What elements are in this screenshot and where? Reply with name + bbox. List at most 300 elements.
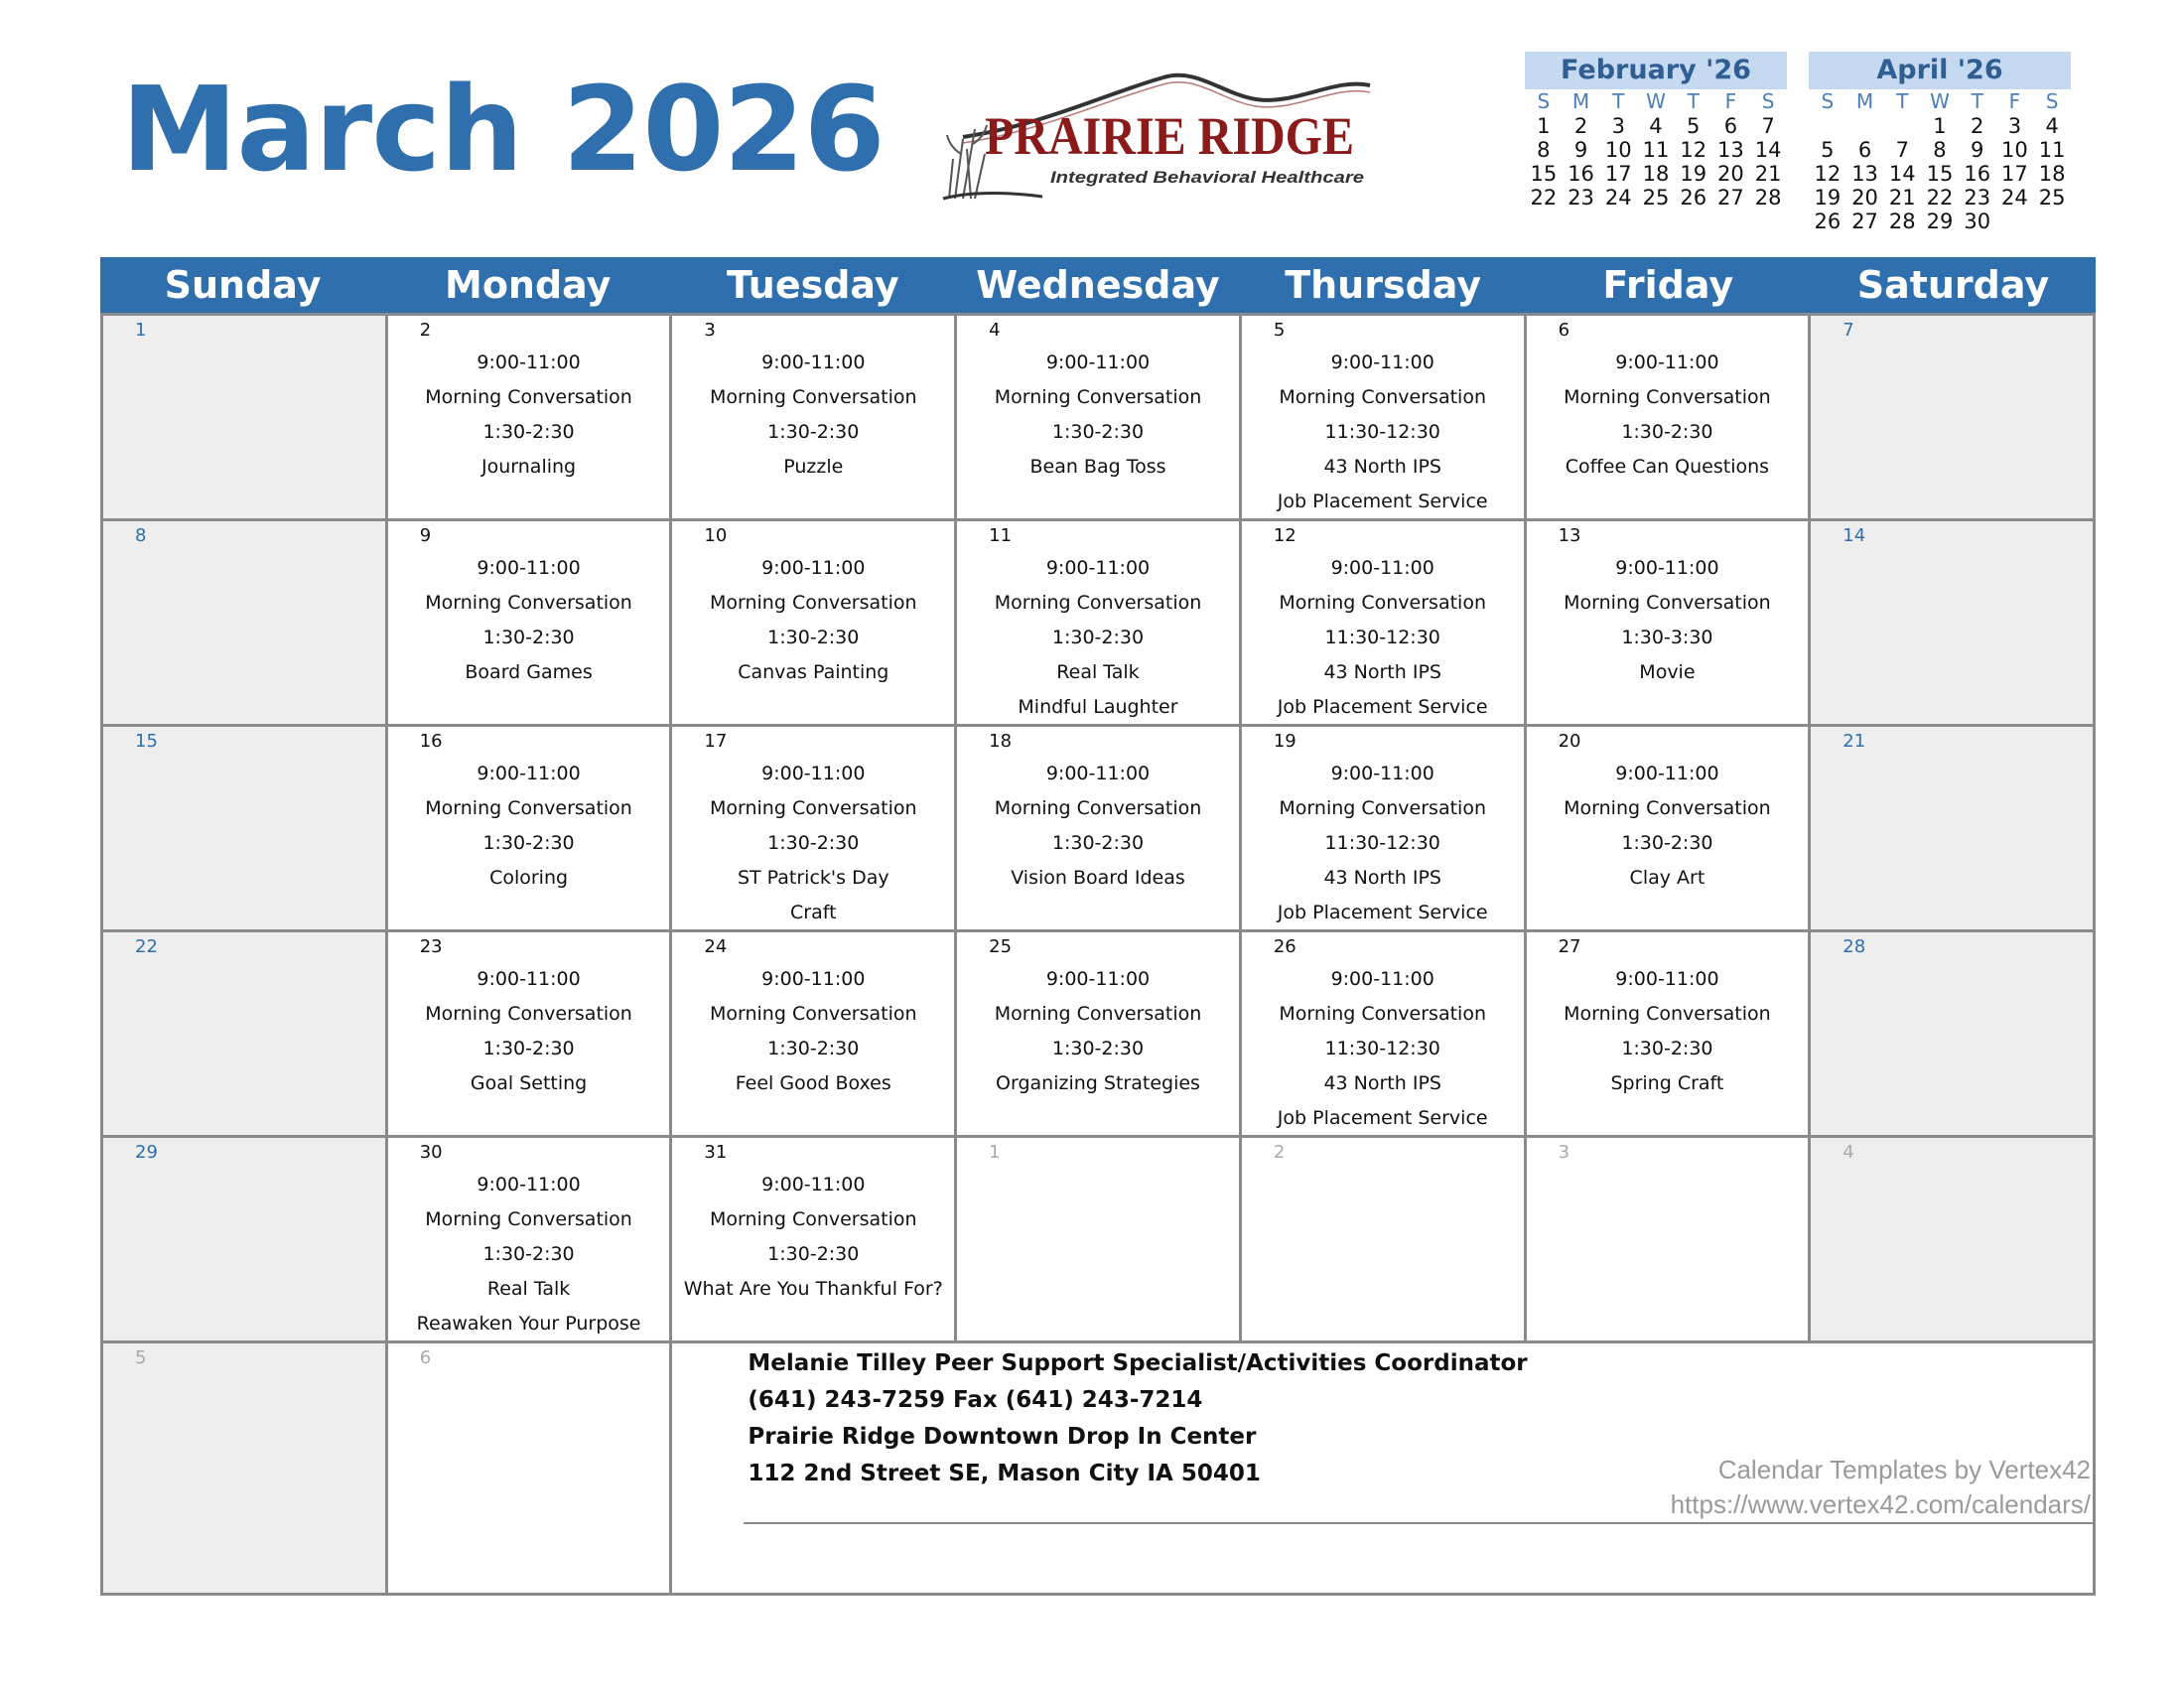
day-number: 2 <box>419 320 432 341</box>
contact-line: Prairie Ridge Downtown Drop In Center <box>748 1424 1257 1450</box>
day-events <box>672 551 954 690</box>
day-cell <box>957 1138 1242 1343</box>
mini-dow-label: S <box>1537 89 1551 113</box>
event-line: Vision Board Ideas <box>1011 867 1185 889</box>
mini-day: 15 <box>1530 162 1558 186</box>
event-line: 9:00-11:00 <box>1615 352 1719 373</box>
event-line: Morning Conversation <box>1564 386 1771 408</box>
event-line: Job Placement Service <box>1277 491 1488 512</box>
event-line: 9:00-11:00 <box>761 352 866 373</box>
event-line: 9:00-11:00 <box>1045 968 1151 990</box>
day-events <box>1527 346 1809 485</box>
event-line: Spring Craft <box>1610 1072 1724 1094</box>
day-events <box>1527 962 1809 1101</box>
mini-day: 18 <box>1642 162 1670 186</box>
mini-day: 22 <box>1530 186 1558 210</box>
event-line: What Are You Thankful For? <box>683 1278 943 1300</box>
day-number: 8 <box>135 525 147 546</box>
day-cell <box>388 316 673 521</box>
month-calendar <box>100 257 2096 1596</box>
weekday-monday: Monday <box>445 263 612 307</box>
mini-day: 21 <box>1754 162 1782 186</box>
day-number: 9 <box>419 525 432 546</box>
mini-day: 16 <box>1964 162 1991 186</box>
mini-day: 6 <box>1723 114 1738 138</box>
weekday-saturday: Saturday <box>1856 263 2050 307</box>
mini-day: 3 <box>2007 114 2022 138</box>
mini-day: 20 <box>1851 186 1878 210</box>
day-number: 7 <box>1843 320 1854 341</box>
mini-day <box>1525 210 1563 233</box>
mini-day: 29 <box>1926 210 1954 233</box>
mini-day <box>1883 114 1921 138</box>
mini-day: 19 <box>1814 186 1842 210</box>
mini-day: 27 <box>1717 186 1744 210</box>
event-line: Clay Art <box>1629 867 1706 889</box>
event-line: 1:30-2:30 <box>482 421 575 443</box>
day-number: 25 <box>989 936 1013 957</box>
weekday-sunday: Sunday <box>164 263 322 307</box>
day-events <box>957 757 1239 896</box>
day-number: 16 <box>419 731 443 752</box>
event-line: 9:00-11:00 <box>477 968 581 990</box>
event-line: 43 North IPS <box>1323 456 1441 478</box>
event-line: 1:30-2:30 <box>482 1243 575 1265</box>
day-cell <box>103 727 388 932</box>
mini-day: 15 <box>1926 162 1954 186</box>
event-line: Morning Conversation <box>425 592 632 614</box>
day-number: 4 <box>1843 1142 1854 1163</box>
day-cell <box>1527 727 1812 932</box>
mini-dow-label: M <box>1855 89 1874 113</box>
day-events <box>388 551 670 690</box>
event-line: 1:30-2:30 <box>1621 421 1713 443</box>
mini-day: 24 <box>1604 186 1632 210</box>
day-number: 29 <box>135 1142 158 1163</box>
day-number: 24 <box>704 936 728 957</box>
mini-day: 13 <box>1717 138 1744 162</box>
event-line: Canvas Painting <box>738 661 889 683</box>
day-number: 3 <box>704 320 716 341</box>
day-number: 6 <box>1558 320 1570 341</box>
mini-dow-label: F <box>1724 89 1737 113</box>
day-events <box>1242 551 1524 725</box>
mini-day: 8 <box>1933 138 1947 162</box>
mini-day <box>1846 114 1884 138</box>
contact-line: (641) 243-7259 Fax (641) 243-7214 <box>748 1387 1203 1413</box>
event-line: Morning Conversation <box>994 386 1202 408</box>
weekday-tuesday: Tuesday <box>727 263 899 307</box>
event-line: 1:30-2:30 <box>482 1038 575 1059</box>
event-line: Craft <box>790 902 837 923</box>
day-cell <box>1242 316 1527 521</box>
mini-day: 9 <box>1573 138 1588 162</box>
event-line: 9:00-11:00 <box>761 1174 866 1196</box>
day-cell <box>1527 1138 1812 1343</box>
event-line: Job Placement Service <box>1277 902 1488 923</box>
page-title: March 2026 <box>121 61 885 198</box>
day-events <box>1242 757 1524 930</box>
event-line: 9:00-11:00 <box>1045 557 1151 579</box>
event-line: 43 North IPS <box>1323 661 1441 683</box>
event-line: Reawaken Your Purpose <box>416 1313 641 1335</box>
mini-day: 16 <box>1568 162 1594 186</box>
mini-day: 13 <box>1851 162 1878 186</box>
day-number: 28 <box>1843 936 1866 957</box>
mini-day: 30 <box>1964 210 1991 233</box>
mini-day: 11 <box>2038 138 2066 162</box>
event-line: 1:30-2:30 <box>1051 1038 1145 1059</box>
day-cell <box>388 932 673 1138</box>
credit-text: Calendar Templates by Vertex42 <box>1717 1455 2091 1484</box>
day-cell <box>388 727 673 932</box>
mini-day: 5 <box>1687 114 1701 138</box>
event-line: 9:00-11:00 <box>1045 763 1151 784</box>
event-line: 1:30-2:30 <box>1621 832 1713 854</box>
day-number: 27 <box>1558 936 1581 957</box>
mini-day <box>1599 210 1637 233</box>
day-number: 15 <box>135 731 158 752</box>
mini-calendar-grid <box>1525 89 1787 233</box>
mini-day <box>1996 210 2034 233</box>
day-cell <box>103 521 388 727</box>
day-events <box>1242 346 1524 519</box>
event-line: Morning Conversation <box>425 1208 632 1230</box>
day-cell <box>1242 932 1527 1138</box>
mini-day: 20 <box>1717 162 1744 186</box>
event-line: 1:30-2:30 <box>1051 832 1145 854</box>
day-events <box>672 962 954 1101</box>
mini-calendar-grid <box>1809 89 2071 233</box>
mini-dow-label: T <box>1896 89 1909 113</box>
day-number: 22 <box>135 936 158 957</box>
event-line: 9:00-11:00 <box>1615 968 1719 990</box>
event-line: 9:00-11:00 <box>477 557 581 579</box>
mini-day: 10 <box>1604 138 1632 162</box>
notes-area <box>672 1343 2096 1596</box>
day-cell <box>672 1138 957 1343</box>
day-number: 23 <box>419 936 443 957</box>
day-cell <box>672 521 957 727</box>
day-cell <box>1811 521 2096 727</box>
event-line: 9:00-11:00 <box>1615 763 1719 784</box>
mini-day <box>1809 114 1846 138</box>
mini-day: 3 <box>1611 114 1625 138</box>
event-line: 1:30-2:30 <box>1621 1038 1713 1059</box>
event-line: Job Placement Service <box>1277 696 1488 718</box>
mini-day: 14 <box>1754 138 1782 162</box>
mini-day: 14 <box>1888 162 1916 186</box>
weekday-header <box>100 257 2096 313</box>
day-events <box>957 346 1239 485</box>
event-line: 9:00-11:00 <box>1330 763 1434 784</box>
mini-calendar-title: February '26 <box>1525 52 1787 89</box>
day-events <box>388 962 670 1101</box>
day-number: 18 <box>989 731 1013 752</box>
mini-day: 24 <box>2001 186 2028 210</box>
mini-day: 8 <box>1537 138 1551 162</box>
mini-day <box>2033 210 2071 233</box>
event-line: 11:30-12:30 <box>1324 832 1440 854</box>
event-line: 11:30-12:30 <box>1324 627 1440 648</box>
event-line: Journaling <box>481 456 577 478</box>
logo-wordmark: PRAIRIE RIDGE <box>985 106 1354 166</box>
day-cell <box>672 727 957 932</box>
day-number: 2 <box>1273 1142 1286 1163</box>
day-number: 12 <box>1273 525 1297 546</box>
event-line: Morning Conversation <box>709 1208 917 1230</box>
contact-line: Melanie Tilley Peer Support Specialist/Activities Coordinator <box>748 1350 1528 1376</box>
event-line: 9:00-11:00 <box>761 968 866 990</box>
mini-day: 10 <box>2001 138 2028 162</box>
event-line: 9:00-11:00 <box>1045 352 1151 373</box>
mini-day: 4 <box>1649 114 1663 138</box>
event-line: 9:00-11:00 <box>477 1174 581 1196</box>
mini-day: 1 <box>1537 114 1551 138</box>
event-line: ST Patrick's Day <box>737 867 889 889</box>
weekday-wednesday: Wednesday <box>976 263 1220 307</box>
event-line: 9:00-11:00 <box>477 763 581 784</box>
day-events <box>1527 551 1809 690</box>
mini-dow-label: T <box>1971 89 1983 113</box>
mini-day: 17 <box>1604 162 1632 186</box>
event-line: 1:30-3:30 <box>1621 627 1713 648</box>
day-cell <box>1811 727 2096 932</box>
mini-day: 28 <box>1754 186 1782 210</box>
mini-dow-label: S <box>2045 89 2059 113</box>
mini-day: 1 <box>1933 114 1947 138</box>
mini-day: 28 <box>1888 210 1916 233</box>
event-line: 1:30-2:30 <box>767 421 860 443</box>
day-number: 1 <box>135 320 147 341</box>
mini-calendar-february <box>1525 52 1787 233</box>
event-line: Morning Conversation <box>1279 797 1486 819</box>
credit-url[interactable]: https://www.vertex42.com/calendars/ <box>1670 1489 2091 1519</box>
mini-day <box>1675 210 1712 233</box>
mini-dow-label: W <box>1646 89 1666 113</box>
mini-day: 12 <box>1680 138 1707 162</box>
event-line: Bean Bag Toss <box>1029 456 1166 478</box>
event-line: 1:30-2:30 <box>767 1243 860 1265</box>
day-cell <box>103 932 388 1138</box>
event-line: Morning Conversation <box>1564 797 1771 819</box>
day-cell <box>1811 1138 2096 1343</box>
template-credit <box>1671 1453 2091 1522</box>
event-line: 9:00-11:00 <box>1615 557 1719 579</box>
mini-day: 11 <box>1642 138 1670 162</box>
divider <box>744 1522 2093 1524</box>
day-events <box>388 346 670 485</box>
day-number: 3 <box>1558 1142 1570 1163</box>
event-line: Movie <box>1639 661 1696 683</box>
event-line: Morning Conversation <box>709 797 917 819</box>
mini-dow-label: S <box>1821 89 1835 113</box>
mini-dow-label: M <box>1571 89 1590 113</box>
event-line: Goal Setting <box>470 1072 588 1094</box>
day-cell <box>1811 316 2096 521</box>
day-number: 1 <box>989 1142 1001 1163</box>
day-cell <box>957 932 1242 1138</box>
day-number: 10 <box>704 525 728 546</box>
day-cell <box>672 932 957 1138</box>
mini-day: 22 <box>1926 186 1954 210</box>
event-line: 9:00-11:00 <box>1330 557 1434 579</box>
day-cell <box>103 316 388 521</box>
mini-dow-label: S <box>1761 89 1775 113</box>
event-line: 9:00-11:00 <box>477 352 581 373</box>
mini-day: 25 <box>1642 186 1670 210</box>
mini-day: 6 <box>1857 138 1872 162</box>
prairie-ridge-logo <box>933 60 1380 209</box>
mini-day: 26 <box>1814 210 1842 233</box>
mini-day <box>1749 210 1787 233</box>
event-line: 11:30-12:30 <box>1324 1038 1440 1059</box>
event-line: 9:00-11:00 <box>1330 968 1434 990</box>
event-line: Mindful Laughter <box>1018 696 1178 718</box>
event-line: Coffee Can Questions <box>1565 456 1770 478</box>
event-line: 1:30-2:30 <box>482 627 575 648</box>
mini-day: 23 <box>1964 186 1991 210</box>
day-number: 17 <box>704 731 728 752</box>
day-number: 19 <box>1273 731 1297 752</box>
mini-day: 7 <box>1761 114 1775 138</box>
event-line: 9:00-11:00 <box>761 763 866 784</box>
event-line: Morning Conversation <box>425 797 632 819</box>
event-line: Feel Good Boxes <box>735 1072 891 1094</box>
day-events <box>957 962 1239 1101</box>
mini-day: 5 <box>1821 138 1835 162</box>
mini-day <box>1712 210 1750 233</box>
event-line: Morning Conversation <box>1564 1003 1771 1025</box>
mini-day: 25 <box>2038 186 2066 210</box>
mini-dow-label: T <box>1687 89 1700 113</box>
day-events <box>672 1168 954 1307</box>
day-events <box>388 1168 670 1341</box>
event-line: 9:00-11:00 <box>1330 352 1434 373</box>
day-number: 20 <box>1558 731 1581 752</box>
event-line: 43 North IPS <box>1323 867 1441 889</box>
weekday-thursday: Thursday <box>1285 263 1482 307</box>
day-events <box>1527 757 1809 896</box>
mini-day: 26 <box>1680 186 1707 210</box>
mini-day: 17 <box>2001 162 2028 186</box>
contact-line: 112 2nd Street SE, Mason City IA 50401 <box>748 1461 1261 1486</box>
day-cell <box>1242 727 1527 932</box>
mini-day: 2 <box>1971 114 1984 138</box>
mini-day: 4 <box>2045 114 2059 138</box>
mini-day: 27 <box>1851 210 1878 233</box>
event-line: Real Talk <box>1056 661 1140 683</box>
event-line: Puzzle <box>783 456 844 478</box>
day-number: 6 <box>419 1347 432 1368</box>
event-line: 1:30-2:30 <box>767 832 860 854</box>
mini-day: 19 <box>1680 162 1707 186</box>
mini-day <box>1563 210 1600 233</box>
mini-day: 23 <box>1568 186 1594 210</box>
event-line: Coloring <box>489 867 569 889</box>
day-events <box>672 757 954 930</box>
day-cell <box>1527 316 1812 521</box>
day-events <box>672 346 954 485</box>
event-line: Morning Conversation <box>1279 592 1486 614</box>
mini-day: 9 <box>1971 138 1984 162</box>
day-cell <box>103 1138 388 1343</box>
event-line: Real Talk <box>486 1278 571 1300</box>
day-cell <box>1527 521 1812 727</box>
event-line: 9:00-11:00 <box>761 557 866 579</box>
mini-dow-label: T <box>1612 89 1625 113</box>
event-line: 11:30-12:30 <box>1324 421 1440 443</box>
day-cell <box>1527 932 1812 1138</box>
day-cell <box>388 521 673 727</box>
event-line: 1:30-2:30 <box>767 1038 860 1059</box>
event-line: 1:30-2:30 <box>1051 421 1145 443</box>
event-line: Morning Conversation <box>709 1003 917 1025</box>
mini-calendar-april <box>1809 52 2071 233</box>
day-number: 5 <box>135 1347 147 1368</box>
event-line: Morning Conversation <box>1279 1003 1486 1025</box>
event-line: Morning Conversation <box>994 1003 1202 1025</box>
event-line: Job Placement Service <box>1277 1107 1488 1129</box>
day-events <box>388 757 670 896</box>
day-cell <box>957 521 1242 727</box>
day-cell <box>388 1138 673 1343</box>
day-cell <box>1242 521 1527 727</box>
mini-dow-label: F <box>2008 89 2021 113</box>
day-number: 14 <box>1843 525 1866 546</box>
event-line: Morning Conversation <box>709 386 917 408</box>
event-line: 1:30-2:30 <box>767 627 860 648</box>
day-cell <box>672 316 957 521</box>
mini-day <box>1637 210 1675 233</box>
day-events <box>1242 962 1524 1136</box>
event-line: Organizing Strategies <box>996 1072 1200 1094</box>
mini-day: 12 <box>1814 162 1842 186</box>
day-number: 30 <box>419 1142 443 1163</box>
day-number: 26 <box>1273 936 1297 957</box>
event-line: Morning Conversation <box>425 386 632 408</box>
mini-day: 7 <box>1895 138 1909 162</box>
day-number: 4 <box>989 320 1001 341</box>
day-number: 13 <box>1558 525 1581 546</box>
mini-calendar-title: April '26 <box>1809 52 2071 89</box>
event-line: Morning Conversation <box>994 592 1202 614</box>
day-cell <box>1242 1138 1527 1343</box>
logo-tagline: Integrated Behavioral Healthcare <box>1050 168 1364 187</box>
event-line: Morning Conversation <box>994 797 1202 819</box>
event-line: Morning Conversation <box>709 592 917 614</box>
day-cell <box>957 727 1242 932</box>
day-events <box>957 551 1239 725</box>
event-line: 1:30-2:30 <box>1051 627 1145 648</box>
weekday-friday: Friday <box>1602 263 1734 307</box>
day-number: 5 <box>1273 320 1286 341</box>
event-line: 1:30-2:30 <box>482 832 575 854</box>
day-grid <box>100 313 2096 1596</box>
event-line: Board Games <box>465 661 593 683</box>
event-line: 43 North IPS <box>1323 1072 1441 1094</box>
day-number: 21 <box>1843 731 1866 752</box>
mini-dow-label: W <box>1930 89 1950 113</box>
contact-info <box>748 1345 1527 1492</box>
day-cell <box>103 1343 388 1596</box>
event-line: Morning Conversation <box>1564 592 1771 614</box>
mini-day: 2 <box>1573 114 1588 138</box>
mini-day: 18 <box>2038 162 2066 186</box>
day-cell <box>1811 932 2096 1138</box>
day-number: 11 <box>989 525 1013 546</box>
day-cell <box>388 1343 673 1596</box>
